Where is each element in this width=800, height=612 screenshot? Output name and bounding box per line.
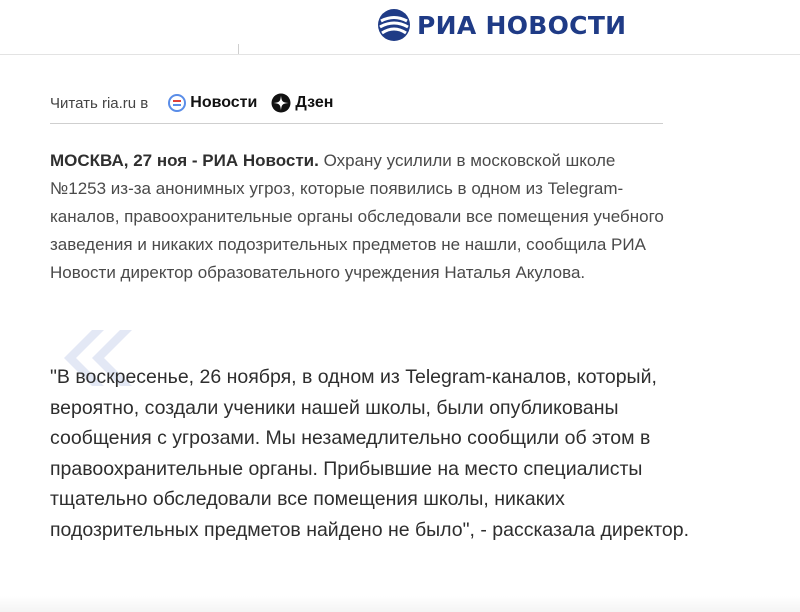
site-logo[interactable] <box>377 8 626 42</box>
read-on-label: Читать ria.ru в <box>50 94 149 112</box>
read-on-bar <box>50 83 663 124</box>
news-icon <box>168 94 186 112</box>
site-header <box>0 0 800 55</box>
header-divider <box>238 44 239 54</box>
dzen-channel-link[interactable] <box>271 93 333 113</box>
news-channel-label: Новости <box>190 94 258 111</box>
news-channel-link[interactable] <box>168 94 257 112</box>
article-lead <box>50 147 670 287</box>
ria-globe-icon <box>377 8 411 42</box>
dzen-channel-label: Дзен <box>295 94 334 111</box>
article-quote <box>50 362 690 545</box>
article-quote-text: "В воскресенье, 26 ноября, в одном из Telegram-каналов, который, вероятно, создали ученики нашей школы, были опубликованы сообщения с угрозами. Мы незамедлительно сообщили об этом в правоохранительные органы. Прибывшие на место специалисты тщательно обследовали все помещения школы, никаких подозрительных предметов найдено не было", - рассказала директор. <box>50 366 690 541</box>
bottom-edge <box>0 596 800 612</box>
article-lead-text: Охрану усилили в московской школе №1253 из-за анонимных угроз, которые появились в одном из Telegram-каналов, правоохранительные органы обследовали все помещения учебного заведения и никаких подозрительных предметов не нашли, сообщила РИА Новости директор образовательного учреждения Наталья Акулова. <box>50 151 664 282</box>
dzen-icon <box>271 93 291 113</box>
article-dateline: МОСКВА, 27 ноя - РИА Новости. <box>50 151 319 170</box>
logo-text: РИА НОВОСТИ <box>417 10 627 40</box>
